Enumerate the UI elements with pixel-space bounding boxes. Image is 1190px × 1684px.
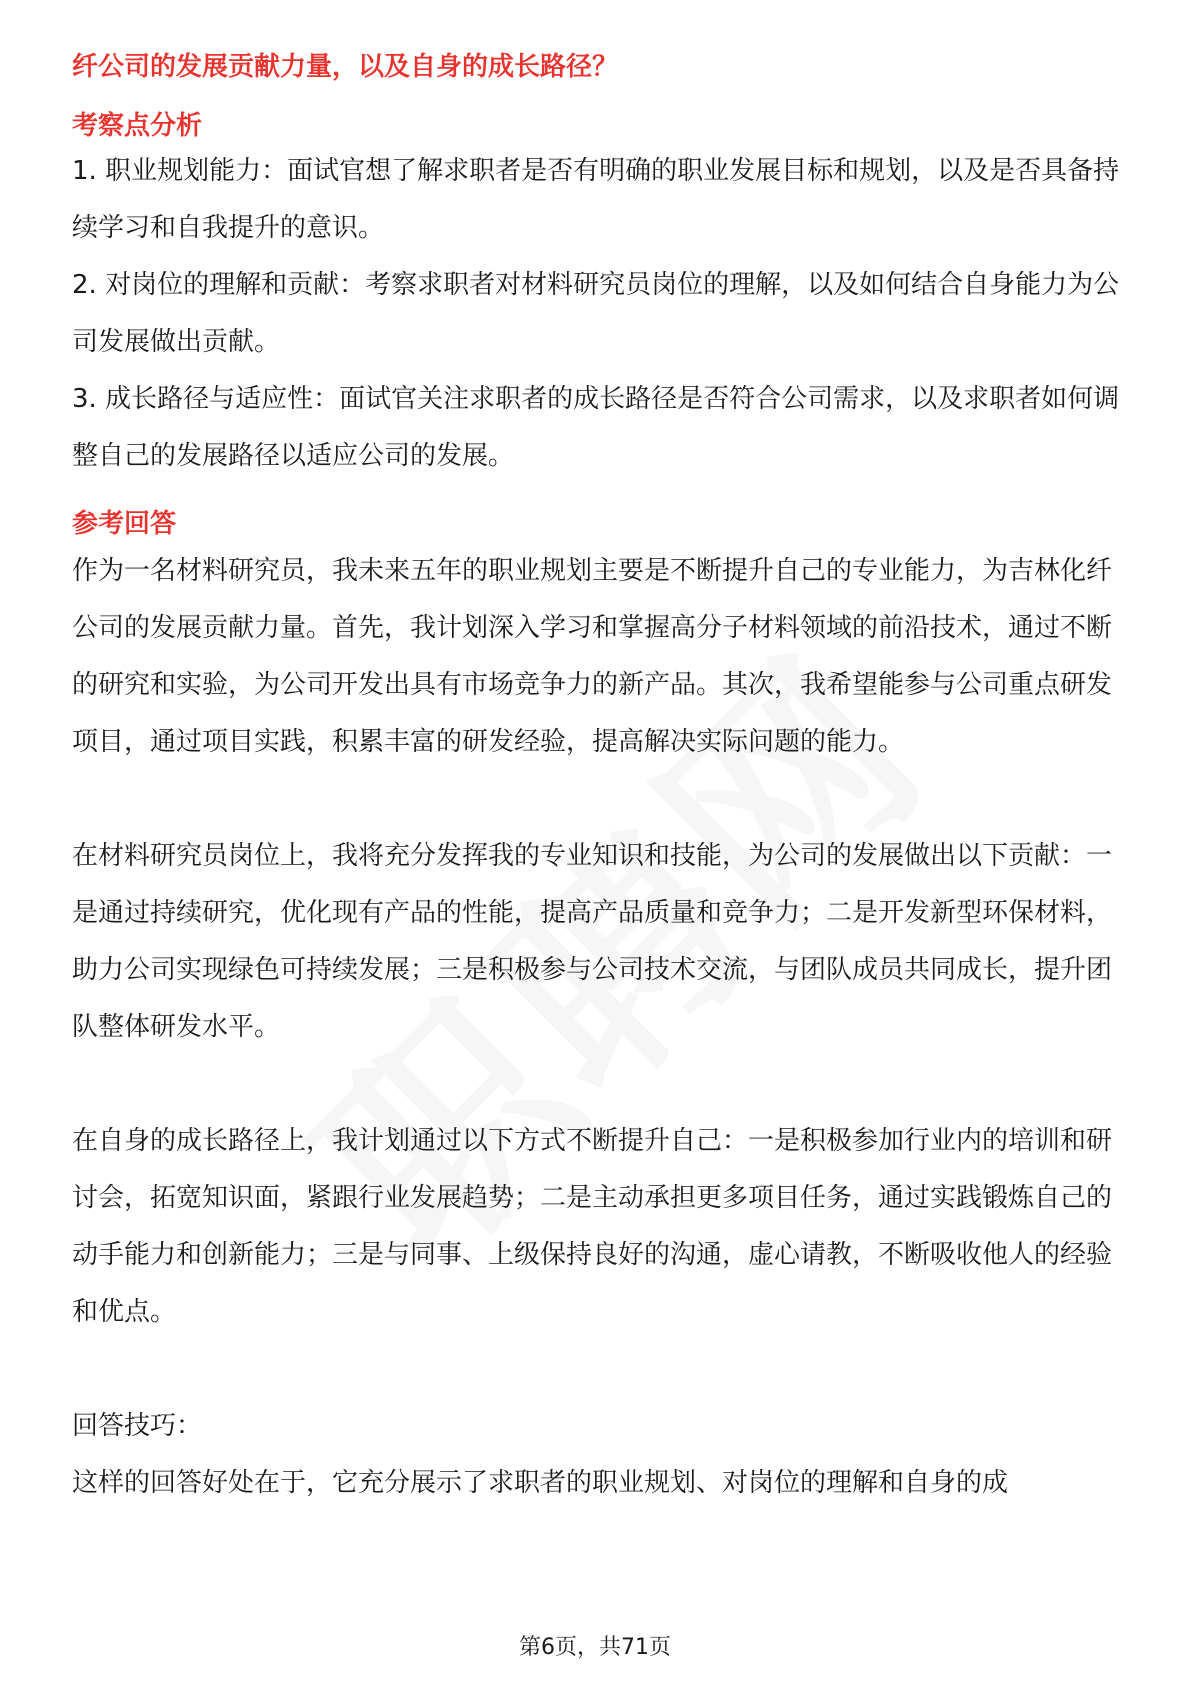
reference-paragraph: 作为一名材料研究员，我未来五年的职业规划主要是不断提升自己的专业能力，为吉林化纤公司的发展贡献力量。首先，我计划深入学习和掌握高分子材料领域的前沿技术，通过不断的研究和实验，为公司开发出具有市场竞争力的新产品。其次，我希望能参与公司重点研发项目，通过项目实践，积累丰富的研发经验，提高解决实际问题的能力。: [72, 556, 1113, 757]
paragraph-gap: [72, 771, 1120, 828]
page-footer: 第6页，共71页: [519, 1635, 671, 1660]
analysis-item: 3. 成长路径与适应性：面试官关注求职者的成长路径是否符合公司需求，以及求职者如何调整自己的发展路径以适应公司的发展。: [72, 384, 1120, 471]
reference-answer: [72, 543, 1120, 1512]
analysis-item: 1. 职业规划能力：面试官想了解求职者是否有明确的职业发展目标和规划，以及是否具备持续学习和自我提升的意识。: [72, 156, 1120, 243]
reference-paragraph: 在自身的成长路径上，我计划通过以下方式不断提升自己：一是积极参加行业内的培训和研讨会，拓宽知识面，紧跟行业发展趋势；二是主动承担更多项目任务，通过实践锻炼自己的动手能力和创新能力；三是与同事、上级保持良好的沟通，虚心请教，不断吸收他人的经验和优点。: [72, 1126, 1113, 1327]
reference-paragraph: 在材料研究员岗位上，我将充分发挥我的专业知识和技能，为公司的发展做出以下贡献：一是通过持续研究，优化现有产品的性能，提高产品质量和竞争力；二是开发新型环保材料，助力公司实现绿色可持续发展；三是积极参与公司技术交流，与团队成员共同成长，提升团队整体研发水平。: [72, 841, 1113, 1042]
analysis-item: 2. 对岗位的理解和贡献：考察求职者对材料研究员岗位的理解，以及如何结合自身能力为公司发展做出贡献。: [72, 270, 1120, 357]
paragraph-gap: [72, 1056, 1120, 1113]
tips-heading: 回答技巧：: [72, 1411, 203, 1441]
question-title: 纤公司的发展贡献力量，以及自身的成长路径？: [72, 52, 619, 82]
reference-heading: 参考回答: [72, 509, 177, 539]
document-body: [72, 42, 1120, 1512]
analysis-list: [72, 143, 1120, 485]
tips-text: 这样的回答好处在于，它充分展示了求职者的职业规划、对岗位的理解和自身的成: [72, 1468, 1009, 1498]
paragraph-gap: [72, 1341, 1120, 1398]
analysis-heading: 考察点分析: [72, 111, 203, 141]
